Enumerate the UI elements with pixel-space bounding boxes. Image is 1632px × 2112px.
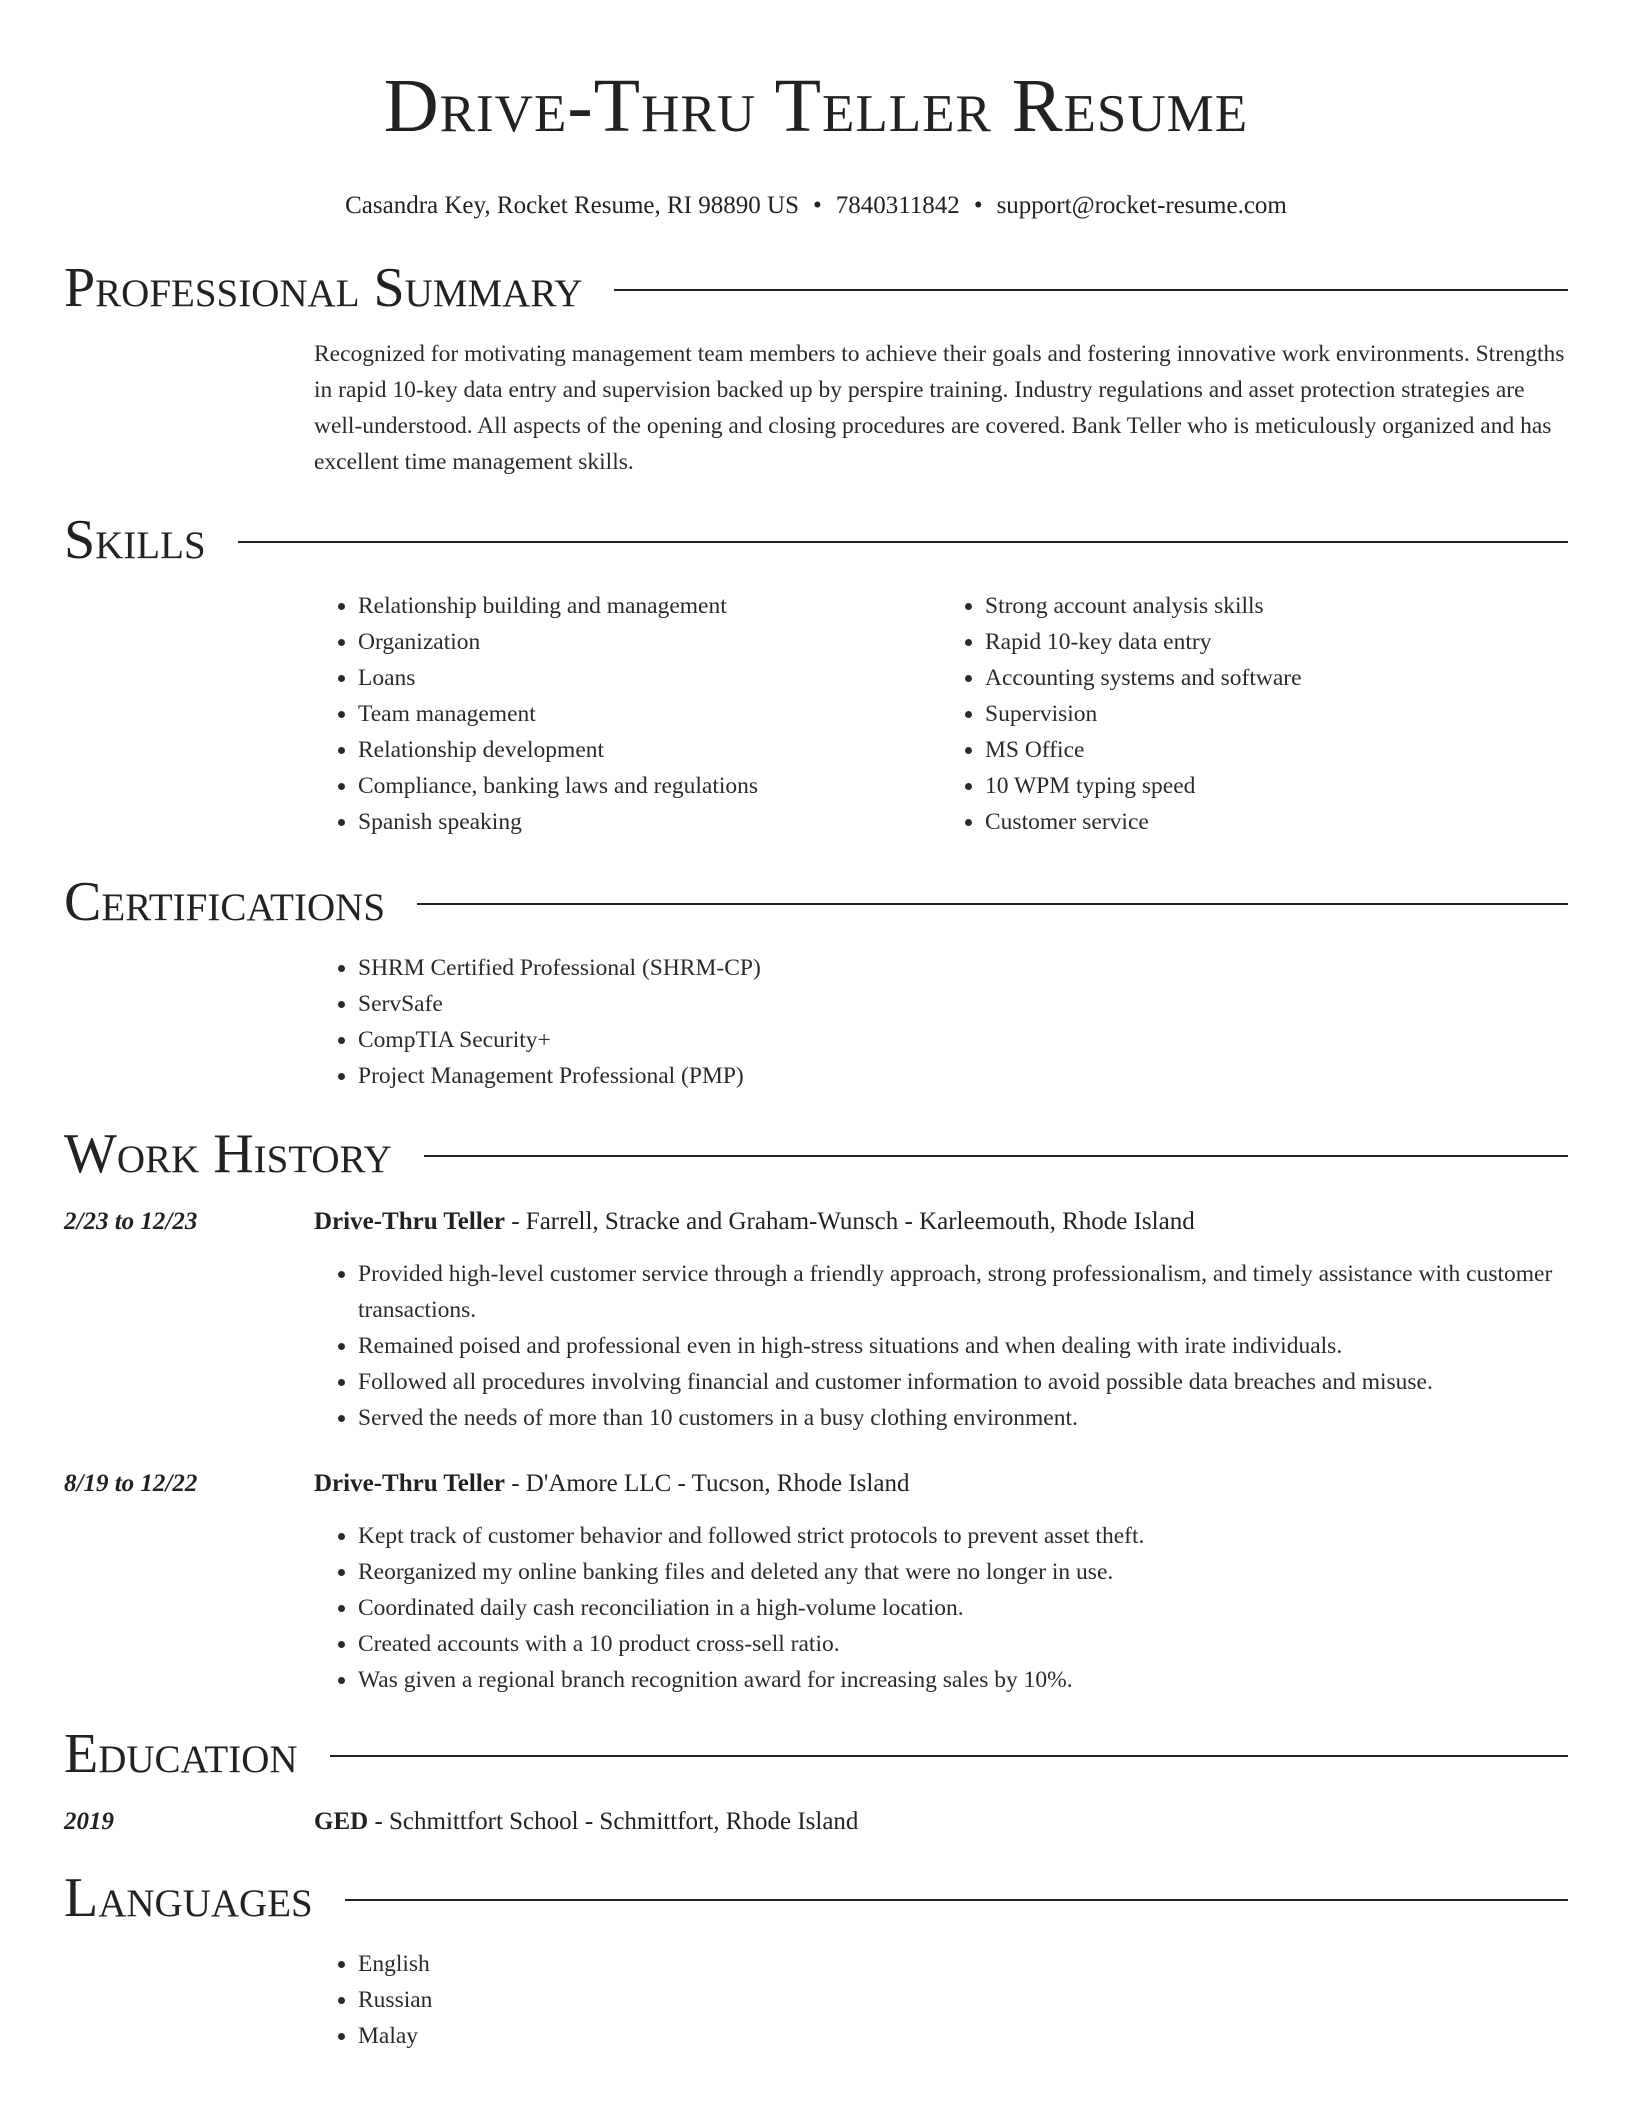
- skill-item: • Compliance, banking laws and regulations: [358, 768, 941, 804]
- certifications-block: [314, 950, 1568, 1094]
- skill-item: • Loans: [358, 660, 941, 696]
- certification-item: • Project Management Professional (PMP): [358, 1058, 1568, 1094]
- language-item: • English: [358, 1946, 1568, 1982]
- work-history-section-header: [64, 1122, 1568, 1186]
- skill-item: • Rapid 10-key data entry: [985, 624, 1568, 660]
- contact-phone: 7840311842: [835, 192, 960, 219]
- certifications-section-header: [64, 870, 1568, 934]
- summary-text: Recognized for motivating management team members to achieve their goals and fostering innovative work environments. Strengths in rapid 10-key data entry and supervision backed up by perspire training. Industry regulations and asset protection strategies are well-understood. All aspects of the opening and closing procedures are covered. Bank Teller who is meticulously organized and has excellent time management skills.: [314, 341, 1565, 475]
- section-divider: [424, 1155, 1568, 1157]
- language-item: • Malay: [358, 2018, 1568, 2054]
- skill-item: • Organization: [358, 624, 941, 660]
- contact-line: [64, 190, 1568, 222]
- section-divider: [330, 1755, 1568, 1757]
- job-employer: - Farrell, Stracke and Graham-Wunsch - Karleemouth, Rhode Island: [504, 1208, 1195, 1235]
- languages-list: [314, 1946, 1568, 2054]
- job-bullets: [314, 1256, 1568, 1436]
- job-bullets: [314, 1518, 1568, 1698]
- job-duty: • Served the needs of more than 10 customers in a busy clothing environment.: [358, 1400, 1568, 1436]
- job-duty: • Kept track of customer behavior and followed strict protocols to prevent asset theft.: [358, 1518, 1568, 1554]
- job-title-line: [314, 1466, 909, 1502]
- job-header: [64, 1466, 1568, 1502]
- summary-section-header: [64, 256, 1568, 320]
- job-title: Drive-Thru Teller: [314, 1208, 505, 1235]
- certification-item: • ServSafe: [358, 986, 1568, 1022]
- skills-section-header: [64, 508, 1568, 572]
- skills-columns: [314, 588, 1568, 840]
- summary-heading: Professional Summary: [64, 257, 583, 319]
- skills-list-left: [314, 588, 941, 840]
- skill-item: • Customer service: [985, 804, 1568, 840]
- skill-item: • Spanish speaking: [358, 804, 941, 840]
- education-school: - Schmittfort School - Schmittfort, Rhode Island: [368, 1808, 859, 1835]
- work-history-heading: Work History: [64, 1123, 392, 1185]
- skill-item: • Team management: [358, 696, 941, 732]
- skills-list-right: [941, 588, 1568, 840]
- job-title: Drive-Thru Teller: [314, 1470, 505, 1497]
- contact-email: support@rocket-resume.com: [996, 192, 1287, 219]
- job-duties-list: [314, 1518, 1568, 1698]
- languages-block: [314, 1946, 1568, 2054]
- skill-item: • Supervision: [985, 696, 1568, 732]
- skill-item: • Strong account analysis skills: [985, 588, 1568, 624]
- education-row: [64, 1804, 1568, 1840]
- skill-item: • Accounting systems and software: [985, 660, 1568, 696]
- skill-item: • Relationship building and management: [358, 588, 941, 624]
- languages-section-header: [64, 1866, 1568, 1930]
- job-duties-list: [314, 1256, 1568, 1436]
- job-entry: [64, 1466, 1568, 1698]
- skill-item: • Relationship development: [358, 732, 941, 768]
- skill-item: • MS Office: [985, 732, 1568, 768]
- job-duty: • Remained poised and professional even in high-stress situations and when dealing with irate individuals.: [358, 1328, 1568, 1364]
- skill-item: • 10 WPM typing speed: [985, 768, 1568, 804]
- contact-separator: •: [812, 192, 822, 219]
- education-degree: GED: [314, 1808, 369, 1835]
- contact-address: Casandra Key, Rocket Resume, RI 98890 US: [345, 192, 799, 219]
- education-year: 2019: [64, 1808, 114, 1835]
- contact-separator: •: [973, 192, 983, 219]
- language-item: • Russian: [358, 1982, 1568, 2018]
- resume-title: Drive-Thru Teller Resume: [383, 64, 1249, 148]
- education-line: [314, 1804, 858, 1840]
- job-dates: 2/23 to 12/23: [64, 1208, 198, 1235]
- section-divider: [614, 289, 1568, 291]
- education-heading: Education: [64, 1723, 298, 1785]
- job-duty: • Was given a regional branch recognition award for increasing sales by 10%.: [358, 1662, 1568, 1698]
- education-entry: [64, 1804, 1568, 1840]
- section-divider: [238, 541, 1568, 543]
- skills-heading: Skills: [64, 509, 206, 571]
- languages-heading: Languages: [64, 1867, 313, 1929]
- job-dates: 8/19 to 12/22: [64, 1470, 198, 1497]
- job-entry: [64, 1204, 1568, 1436]
- section-divider: [345, 1899, 1568, 1901]
- certifications-list: [314, 950, 1568, 1094]
- job-duty: • Created accounts with a 10 product cross-sell ratio.: [358, 1626, 1568, 1662]
- job-duty: • Coordinated daily cash reconciliation in a high-volume location.: [358, 1590, 1568, 1626]
- certifications-heading: Certifications: [64, 871, 386, 933]
- job-duty: • Reorganized my online banking files and deleted any that were no longer in use.: [358, 1554, 1568, 1590]
- job-title-line: [314, 1204, 1195, 1240]
- job-duty: • Provided high-level customer service through a friendly approach, strong professionalism, and timely assistance with customer transactions.: [358, 1256, 1568, 1328]
- section-divider: [417, 903, 1568, 905]
- job-header: [64, 1204, 1568, 1240]
- job-employer: - D'Amore LLC - Tucson, Rhode Island: [504, 1470, 910, 1497]
- certification-item: • CompTIA Security+: [358, 1022, 1568, 1058]
- education-section-header: [64, 1722, 1568, 1786]
- job-duty: • Followed all procedures involving financial and customer information to avoid possible data breaches and misuse.: [358, 1364, 1568, 1400]
- certification-item: • SHRM Certified Professional (SHRM-CP): [358, 950, 1568, 986]
